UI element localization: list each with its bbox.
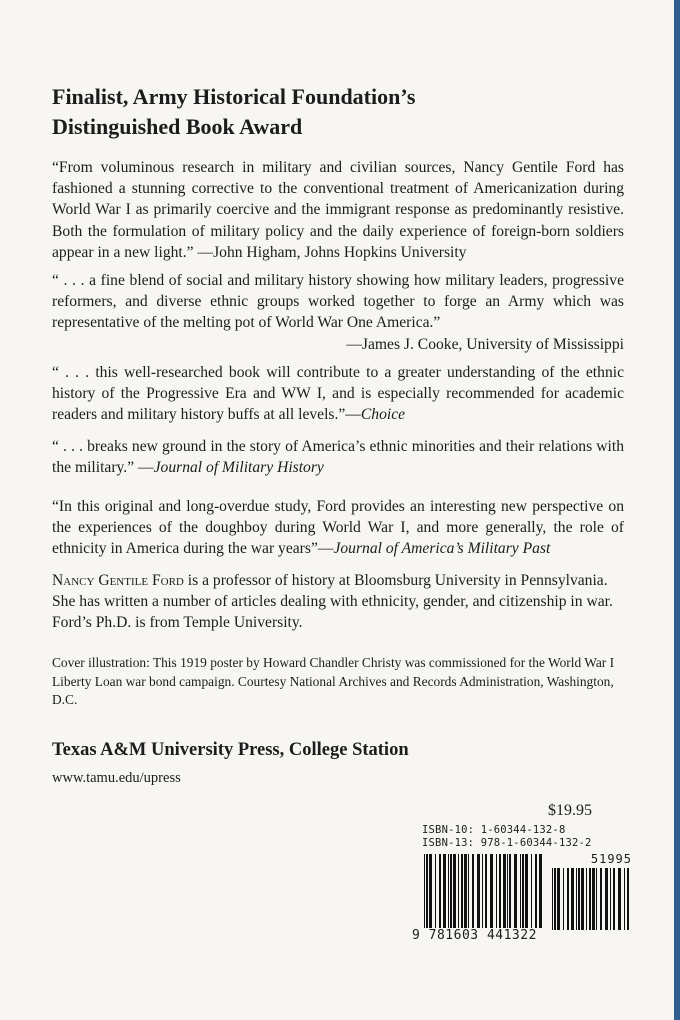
- spine-edge: [674, 0, 680, 1020]
- award-heading-line1: Finalist, Army Historical Foundation’s: [52, 84, 416, 109]
- author-name: Nancy Gentile Ford: [52, 572, 184, 589]
- author-bio-text: is a professor of history at Bloomsburg University in Pennsylvania. She has written a number of articles dealing with ethnicity, gender, and citizenship in war. Ford’s Ph.D. is from Temple University.: [52, 572, 613, 632]
- quote-cooke: [52, 270, 624, 355]
- quote-source: Journal of America’s Military Past: [333, 540, 551, 558]
- quote-attribution: —James J. Cooke, University of Mississippi: [346, 335, 624, 353]
- quote-text: “In this original and long-overdue study, Ford provides an interesting new perspective on the experiences of the doughboy during World War I, and more generally, the role of ethnicity in America during the war years”—: [52, 498, 624, 558]
- quote-choice: [52, 362, 624, 426]
- quote-source: Journal of Military History: [153, 459, 324, 477]
- price: $19.95: [548, 802, 592, 819]
- publisher-name: Texas A&M University Press, College Station: [52, 740, 409, 760]
- quote-jmh: [52, 436, 624, 478]
- quote-jamp: [52, 496, 624, 560]
- award-heading-line2: Distinguished Book Award: [52, 114, 303, 139]
- quote-text: “ . . . this well-researched book will contribute to a greater understanding of the ethnic history of the Progressive Era and WW I, and is especially recommended for academic readers and military history buffs at all levels.”—: [52, 364, 624, 424]
- quote-text: “ . . . a fine blend of social and military history showing how military leaders, progressive reformers, and diverse ethnic groups worked together to forge an Army which was representative of the melting pot of World War One America.”: [52, 272, 624, 332]
- isbn-10: ISBN-10: 1-60344-132-8: [422, 824, 566, 836]
- barcode-ean-number: 9 781603 441322: [412, 928, 537, 943]
- barcode-addon-number: 51995: [590, 852, 632, 866]
- isbn-13: ISBN-13: 978-1-60344-132-2: [422, 837, 592, 849]
- barcode-block: [412, 824, 634, 944]
- quote-source: Choice: [360, 406, 406, 424]
- publisher-url[interactable]: www.tamu.edu/upress: [52, 770, 181, 786]
- quote-text: “ . . . breaks new ground in the story of America’s ethnic minorities and their relations with the military.” —: [52, 438, 624, 477]
- cover-credit: Cover illustration: This 1919 poster by Howard Chandler Christy was commissioned for the World War I Liberty Loan war bond campaign. Courtesy National Archives and Records Administration, Washington, D.C.: [52, 655, 615, 707]
- award-heading: [52, 82, 612, 142]
- quote-text: “From voluminous research in military and civilian sources, Nancy Gentile Ford has fashioned a stunning corrective to the conventional treatment of Americanization during World War I as primarily coercive and the immigrant response as predominantly resistive. Both the formulation of military policy and the daily experience of foreign-born soldiers appear in a new light.” —John Higham, Johns Hopkins University: [52, 159, 624, 261]
- author-bio: [52, 570, 624, 634]
- quote-higham: [52, 157, 624, 263]
